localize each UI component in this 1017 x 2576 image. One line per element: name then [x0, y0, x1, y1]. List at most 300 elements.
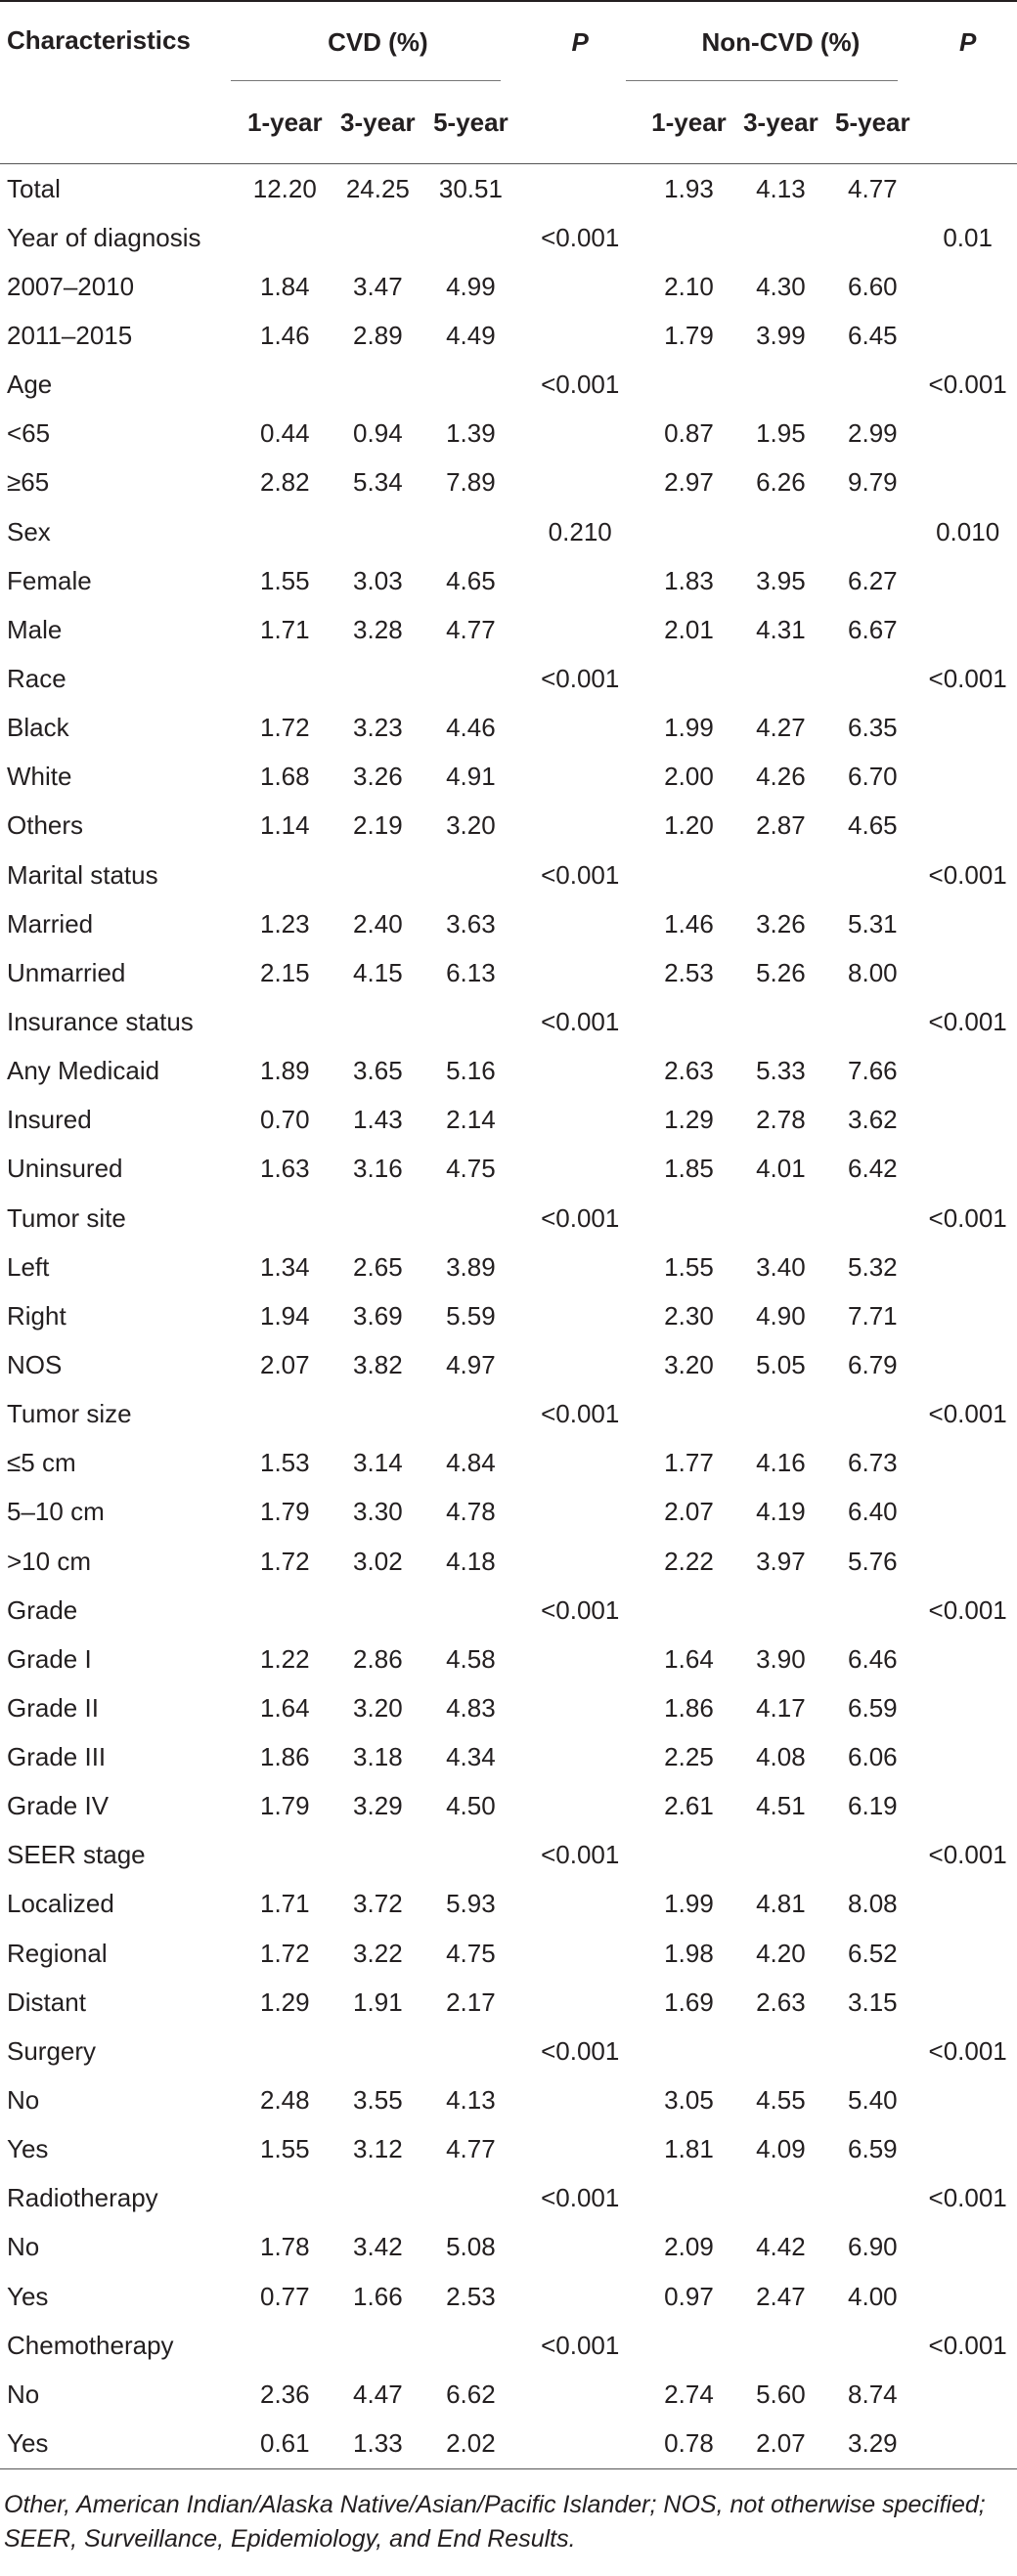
row-label: NOS: [7, 1349, 63, 1379]
table-row: [0, 1194, 1017, 1243]
noncvd-5year-value: [826, 1194, 918, 1243]
noncvd-5year-value: [826, 361, 918, 410]
cvd-1year-value: [239, 2321, 332, 2370]
noncvd-5year-value: 6.59: [848, 2134, 898, 2164]
noncvd-5year-value: [826, 997, 918, 1046]
cvd-p-value: [517, 605, 643, 654]
row-label: Yes: [0, 2419, 239, 2468]
cvd-p-value: <0.001: [541, 1202, 620, 1233]
noncvd-5year-value: 8.08: [848, 1889, 898, 1919]
noncvd-p-value: [918, 1929, 1017, 1978]
cvd-1year-value: 1.29: [260, 1987, 310, 2017]
noncvd-5year-value: 6.19: [848, 1791, 898, 1821]
cvd-5year-value: [424, 1194, 517, 1243]
noncvd-3year-value: 3.40: [756, 1251, 806, 1282]
table-row: [0, 997, 1017, 1046]
row-label: SEER stage: [7, 1840, 146, 1870]
cvd-1year-value: [239, 1586, 332, 1635]
cvd-3year-value: 3.82: [353, 1349, 403, 1379]
cvd-5year-value: 4.99: [446, 271, 496, 301]
header-noncvd-1year: 1-year: [651, 108, 727, 137]
row-label: ≥65: [7, 467, 50, 498]
table-row: [0, 2027, 1017, 2075]
table-body: [0, 164, 1017, 2469]
noncvd-5year-value: 6.60: [848, 271, 898, 301]
cvd-5year-value: 4.83: [446, 1692, 496, 1723]
cvd-p-value: [517, 948, 643, 997]
cvd-5year-value: 7.89: [446, 467, 496, 498]
noncvd-1year-value: 1.77: [664, 1448, 714, 1478]
cvd-5year-value: 4.65: [446, 565, 496, 595]
noncvd-5year-value: 3.15: [848, 1987, 898, 2017]
table-row: [0, 1096, 1017, 1145]
noncvd-5year-value: [826, 1586, 918, 1635]
cvd-1year-value: [239, 213, 332, 262]
noncvd-1year-value: [643, 2174, 735, 2223]
noncvd-1year-value: [643, 997, 735, 1046]
cvd-5year-value: [424, 361, 517, 410]
row-label: Grade II: [7, 1692, 99, 1723]
cvd-1year-value: 0.61: [239, 2419, 332, 2468]
noncvd-3year-value: 4.55: [756, 2085, 806, 2116]
cvd-p-value: <0.001: [541, 1006, 620, 1036]
cvd-5year-value: 4.46: [446, 713, 496, 743]
noncvd-5year-value: 5.32: [848, 1251, 898, 1282]
row-label: Grade III: [7, 1742, 107, 1772]
noncvd-5year-value: 9.79: [848, 467, 898, 498]
noncvd-3year-value: 3.26: [756, 908, 806, 939]
noncvd-5year-value: 3.62: [848, 1105, 898, 1135]
noncvd-5year-value: 4.65: [848, 810, 898, 841]
cvd-5year-value: 5.59: [446, 1300, 496, 1331]
cvd-3year-value: 4.15: [353, 957, 403, 987]
noncvd-5year-value: 6.52: [848, 1938, 898, 1968]
noncvd-3year-value: 5.33: [756, 1056, 806, 1086]
noncvd-3year-value: 4.16: [756, 1448, 806, 1478]
cvd-p-value: [517, 1537, 643, 1586]
cvd-3year-value: 4.47: [353, 2379, 403, 2409]
cvd-5year-value: [424, 213, 517, 262]
noncvd-p-value: <0.001: [928, 1399, 1007, 1429]
table-row: [0, 704, 1017, 753]
noncvd-5year-value: 4.00: [848, 2281, 898, 2311]
header-noncvd-group: Non-CVD (%): [701, 26, 861, 57]
row-label: Yes: [7, 2281, 49, 2311]
cvd-5year-value: 2.14: [446, 1105, 496, 1135]
noncvd-3year-value: [734, 507, 826, 556]
cvd-1year-value: 1.63: [260, 1154, 310, 1184]
cvd-5year-value: 5.93: [446, 1889, 496, 1919]
cvd-5year-value: [424, 997, 517, 1046]
noncvd-1year-value: 2.97: [664, 467, 714, 498]
noncvd-p-value: [918, 1340, 1017, 1389]
cvd-p-value: [517, 1488, 643, 1537]
noncvd-p-value: <0.001: [928, 2183, 1007, 2213]
row-label: Sex: [7, 516, 51, 546]
row-label: Localized: [7, 1889, 114, 1919]
cvd-3year-value: 3.16: [353, 1154, 403, 1184]
table-row: [0, 2125, 1017, 2174]
noncvd-5year-value: 6.06: [848, 1742, 898, 1772]
cvd-1year-value: 0.77: [260, 2281, 310, 2311]
cvd-3year-value: 24.25: [345, 173, 410, 203]
cvd-5year-value: 2.17: [446, 1987, 496, 2017]
cvd-3year-value: 2.65: [353, 1251, 403, 1282]
cvd-1year-value: 2.15: [260, 957, 310, 987]
cvd-5year-value: 4.84: [446, 1448, 496, 1478]
noncvd-3year-value: 5.60: [756, 2379, 806, 2409]
noncvd-1year-value: 3.20: [664, 1349, 714, 1379]
cvd-1year-value: [239, 361, 332, 410]
noncvd-5year-value: 7.71: [848, 1300, 898, 1331]
cvd-3year-value: 3.69: [353, 1300, 403, 1331]
cvd-3year-value: [332, 2027, 424, 2075]
cvd-1year-value: 0.44: [260, 418, 310, 449]
cvd-5year-value: 2.02: [424, 2419, 517, 2468]
cvd-p-value: <0.001: [541, 2330, 620, 2360]
cvd-3year-value: 3.55: [353, 2085, 403, 2116]
cvd-p-value: <0.001: [541, 663, 620, 693]
noncvd-5year-value: 6.27: [848, 565, 898, 595]
cvd-p-value: [517, 1929, 643, 1978]
cvd-3year-value: 3.30: [353, 1497, 403, 1527]
noncvd-1year-value: [643, 213, 735, 262]
cvd-5year-value: 4.50: [446, 1791, 496, 1821]
noncvd-3year-value: [734, 1831, 826, 1880]
cvd-3year-value: [332, 1390, 424, 1439]
noncvd-5year-value: 5.76: [848, 1546, 898, 1576]
cvd-1year-value: 2.82: [260, 467, 310, 498]
table-row: [0, 1291, 1017, 1340]
noncvd-3year-value: 3.99: [756, 320, 806, 350]
noncvd-3year-value: [734, 361, 826, 410]
table-row: [0, 2223, 1017, 2272]
cvd-1year-value: 1.34: [260, 1251, 310, 1282]
noncvd-1year-value: 3.05: [664, 2085, 714, 2116]
noncvd-5year-value: 6.73: [848, 1448, 898, 1478]
cvd-p-value: [517, 1978, 643, 2027]
cvd-1year-value: [239, 1831, 332, 1880]
cvd-p-value: <0.001: [541, 1840, 620, 1870]
cvd-p-value: [517, 1880, 643, 1929]
cvd-3year-value: 1.91: [353, 1987, 403, 2017]
noncvd-3year-value: 3.90: [756, 1643, 806, 1674]
noncvd-3year-value: [734, 851, 826, 899]
cvd-5year-value: 5.16: [446, 1056, 496, 1086]
noncvd-p-value: [918, 2075, 1017, 2124]
cvd-5year-value: 4.97: [446, 1349, 496, 1379]
noncvd-3year-value: [734, 1586, 826, 1635]
cvd-1year-value: 1.22: [260, 1643, 310, 1674]
row-label: No: [7, 2379, 40, 2409]
row-label: 2011–2015: [7, 320, 133, 350]
noncvd-1year-value: 1.99: [664, 1889, 714, 1919]
noncvd-p-value: [918, 2125, 1017, 2174]
noncvd-5year-value: 6.46: [848, 1643, 898, 1674]
cvd-p-value: [517, 410, 643, 458]
table-row: [0, 1488, 1017, 1537]
cvd-1year-value: 2.07: [260, 1349, 310, 1379]
noncvd-1year-value: 2.00: [664, 762, 714, 792]
table-footnote: Other, American Indian/Alaska Native/Asian/Pacific Islander; NOS, not otherwise specified; SEER, Surveillance, Epidemiology, and End Results.: [4, 2491, 986, 2553]
table-row: [0, 2075, 1017, 2124]
table-row: [0, 2419, 1017, 2468]
noncvd-p-value: [918, 410, 1017, 458]
table-row: [0, 1537, 1017, 1586]
noncvd-3year-value: 5.26: [756, 957, 806, 987]
table-row: [0, 164, 1017, 214]
noncvd-3year-value: 3.95: [756, 565, 806, 595]
noncvd-3year-value: 2.07: [734, 2419, 826, 2468]
noncvd-1year-value: 0.97: [664, 2281, 714, 2311]
cvd-p-value: [517, 2370, 643, 2419]
noncvd-p-value: [918, 753, 1017, 802]
noncvd-1year-value: 1.64: [664, 1643, 714, 1674]
cvd-p-value: 0.210: [548, 516, 612, 546]
noncvd-p-value: [918, 1683, 1017, 1732]
noncvd-1year-value: 1.99: [664, 713, 714, 743]
noncvd-3year-value: [734, 1390, 826, 1439]
cvd-5year-value: 3.63: [446, 908, 496, 939]
table-row: [0, 2272, 1017, 2321]
row-label: Left: [7, 1251, 50, 1282]
table-row: [0, 556, 1017, 605]
noncvd-1year-value: 1.79: [664, 320, 714, 350]
cvd-1year-value: 1.89: [260, 1056, 310, 1086]
cvd-3year-value: 3.42: [353, 2232, 403, 2262]
noncvd-p-value: <0.001: [928, 1840, 1007, 1870]
table-row: [0, 1586, 1017, 1635]
noncvd-p-value: [918, 311, 1017, 360]
table-row: [0, 1978, 1017, 2027]
noncvd-1year-value: 2.30: [664, 1300, 714, 1331]
cvd-5year-value: 4.78: [446, 1497, 496, 1527]
noncvd-p-value: <0.001: [928, 1594, 1007, 1625]
noncvd-3year-value: 4.90: [756, 1300, 806, 1331]
cvd-1year-value: 1.55: [260, 565, 310, 595]
cvd-1year-value: 1.64: [260, 1692, 310, 1723]
row-label: Grade IV: [7, 1791, 110, 1821]
table-row: [0, 1635, 1017, 1683]
noncvd-p-value: <0.001: [928, 1006, 1007, 1036]
cvd-1year-value: 1.78: [260, 2232, 310, 2262]
row-label: Regional: [7, 1938, 108, 1968]
cvd-p-value: <0.001: [541, 1594, 620, 1625]
table-row: [0, 1880, 1017, 1929]
cvd-5year-value: 3.20: [446, 810, 496, 841]
noncvd-1year-value: 1.86: [664, 1692, 714, 1723]
cvd-3year-value: 0.94: [353, 418, 403, 449]
table-row: [0, 802, 1017, 851]
cvd-p-value: [517, 1782, 643, 1831]
table-row: [0, 262, 1017, 311]
cvd-p-value: [517, 1047, 643, 1096]
noncvd-p-value: [918, 1488, 1017, 1537]
cvd-3year-value: 3.02: [353, 1546, 403, 1576]
noncvd-1year-value: 2.07: [664, 1497, 714, 1527]
noncvd-p-value: [918, 2272, 1017, 2321]
noncvd-p-value: [918, 605, 1017, 654]
noncvd-p-value: [918, 262, 1017, 311]
cvd-1year-value: 1.84: [260, 271, 310, 301]
noncvd-1year-value: [643, 2027, 735, 2075]
noncvd-1year-value: 2.10: [664, 271, 714, 301]
cvd-1year-value: 1.72: [260, 713, 310, 743]
cvd-3year-value: 3.03: [353, 565, 403, 595]
table-row: [0, 1243, 1017, 1291]
row-label: Others: [7, 810, 84, 841]
noncvd-p-value: <0.001: [928, 2330, 1007, 2360]
noncvd-5year-value: [826, 213, 918, 262]
noncvd-1year-value: [643, 2321, 735, 2370]
noncvd-1year-value: 2.22: [664, 1546, 714, 1576]
noncvd-5year-value: 6.42: [848, 1154, 898, 1184]
row-label: Female: [7, 565, 92, 595]
cvd-5year-value: 6.62: [446, 2379, 496, 2409]
noncvd-3year-value: 2.87: [756, 810, 806, 841]
noncvd-1year-value: [643, 1390, 735, 1439]
cvd-p-value: <0.001: [541, 859, 620, 890]
cvd-3year-value: 3.28: [353, 614, 403, 644]
noncvd-p-value: [918, 1880, 1017, 1929]
row-label: Tumor size: [7, 1399, 132, 1429]
cvd-p-value: [517, 1340, 643, 1389]
cvd-p-value: [517, 1635, 643, 1683]
cvd-5year-value: 2.53: [446, 2281, 496, 2311]
cvd-5year-value: [424, 851, 517, 899]
cvd-1year-value: [239, 997, 332, 1046]
cvd-3year-value: [332, 997, 424, 1046]
table-row: [0, 1831, 1017, 1880]
noncvd-3year-value: 4.09: [756, 2134, 806, 2164]
table-row: [0, 1439, 1017, 1488]
cvd-3year-value: 3.26: [353, 762, 403, 792]
noncvd-3year-value: 3.97: [756, 1546, 806, 1576]
noncvd-5year-value: [826, 2174, 918, 2223]
row-label: Black: [7, 713, 69, 743]
noncvd-3year-value: [734, 654, 826, 703]
table-row: [0, 1047, 1017, 1096]
cvd-3year-value: [332, 654, 424, 703]
table-row: [0, 1340, 1017, 1389]
table-row: [0, 458, 1017, 507]
noncvd-5year-value: 6.90: [848, 2232, 898, 2262]
noncvd-p-value: <0.001: [928, 1202, 1007, 1233]
row-label: Tumor site: [7, 1202, 126, 1233]
cvd-1year-value: 1.72: [260, 1938, 310, 1968]
cvd-p-value: [517, 802, 643, 851]
noncvd-3year-value: 4.19: [756, 1497, 806, 1527]
cvd-p-value: [517, 311, 643, 360]
noncvd-1year-value: 1.83: [664, 565, 714, 595]
cvd-5year-value: 5.08: [446, 2232, 496, 2262]
noncvd-5year-value: 5.31: [848, 908, 898, 939]
table-row: [0, 851, 1017, 899]
noncvd-1year-value: 2.53: [664, 957, 714, 987]
noncvd-p-value: [918, 1439, 1017, 1488]
noncvd-3year-value: [734, 2174, 826, 2223]
cvd-3year-value: 3.47: [353, 271, 403, 301]
row-label: Yes: [7, 2134, 49, 2164]
noncvd-p-value: <0.001: [928, 2035, 1007, 2066]
noncvd-3year-value: 4.08: [756, 1742, 806, 1772]
noncvd-p-value: [918, 1978, 1017, 2027]
cvd-1year-value: 1.71: [260, 614, 310, 644]
noncvd-3year-value: 6.26: [756, 467, 806, 498]
noncvd-p-value: [918, 1243, 1017, 1291]
table-row: [0, 311, 1017, 360]
table-row: [0, 1929, 1017, 1978]
cvd-p-value: [517, 2075, 643, 2124]
noncvd-p-value: [918, 704, 1017, 753]
noncvd-5year-value: 6.45: [848, 320, 898, 350]
noncvd-3year-value: 2.63: [756, 1987, 806, 2017]
cvd-5year-value: [424, 507, 517, 556]
cvd-1year-value: 2.36: [260, 2379, 310, 2409]
row-label: Surgery: [7, 2035, 97, 2066]
table-row: [0, 605, 1017, 654]
noncvd-1year-value: [643, 361, 735, 410]
header-p-cvd: P: [571, 26, 589, 57]
noncvd-5year-value: 6.35: [848, 713, 898, 743]
noncvd-p-value: <0.001: [928, 859, 1007, 890]
row-label: Any Medicaid: [7, 1056, 160, 1086]
table-row: [0, 1782, 1017, 1831]
cvd-p-value: [517, 1096, 643, 1145]
table-header: [0, 1, 1017, 164]
noncvd-1year-value: 2.61: [664, 1791, 714, 1821]
header-row-groups: [0, 1, 1017, 82]
row-label: Chemotherapy: [7, 2330, 174, 2360]
noncvd-1year-value: 1.46: [664, 908, 714, 939]
noncvd-3year-value: 4.51: [756, 1791, 806, 1821]
noncvd-5year-value: [826, 654, 918, 703]
cvd-p-value: [517, 899, 643, 948]
noncvd-p-value: [918, 1733, 1017, 1782]
cvd-3year-value: [332, 2321, 424, 2370]
noncvd-1year-value: 1.55: [664, 1251, 714, 1282]
cvd-1year-value: [239, 2174, 332, 2223]
noncvd-1year-value: 0.87: [664, 418, 714, 449]
cvd-5year-value: 1.39: [446, 418, 496, 449]
noncvd-1year-value: 2.09: [664, 2232, 714, 2262]
cvd-3year-value: 1.33: [332, 2419, 424, 2468]
noncvd-1year-value: 1.98: [664, 1938, 714, 1968]
cvd-1year-value: 1.46: [260, 320, 310, 350]
noncvd-3year-value: [734, 1194, 826, 1243]
noncvd-3year-value: 4.26: [756, 762, 806, 792]
cvd-3year-value: 3.29: [353, 1791, 403, 1821]
cvd-1year-value: 1.71: [260, 1889, 310, 1919]
cvd-1year-value: 1.79: [260, 1497, 310, 1527]
noncvd-p-value: 0.010: [936, 516, 1000, 546]
row-label: 5–10 cm: [7, 1497, 105, 1527]
noncvd-5year-value: 6.79: [848, 1349, 898, 1379]
row-label: Male: [7, 614, 63, 644]
cvd-1year-value: [239, 2027, 332, 2075]
row-label: Distant: [7, 1987, 86, 2017]
noncvd-5year-value: 8.00: [848, 957, 898, 987]
cvd-1year-value: 1.68: [260, 762, 310, 792]
noncvd-5year-value: [826, 2321, 918, 2370]
noncvd-3year-value: 4.30: [756, 271, 806, 301]
table-row: [0, 1733, 1017, 1782]
table-row: [0, 1145, 1017, 1194]
row-label: Grade: [7, 1594, 78, 1625]
cvd-5year-value: 4.49: [446, 320, 496, 350]
noncvd-5year-value: [826, 2027, 918, 2075]
cvd-3year-value: 3.22: [353, 1938, 403, 1968]
